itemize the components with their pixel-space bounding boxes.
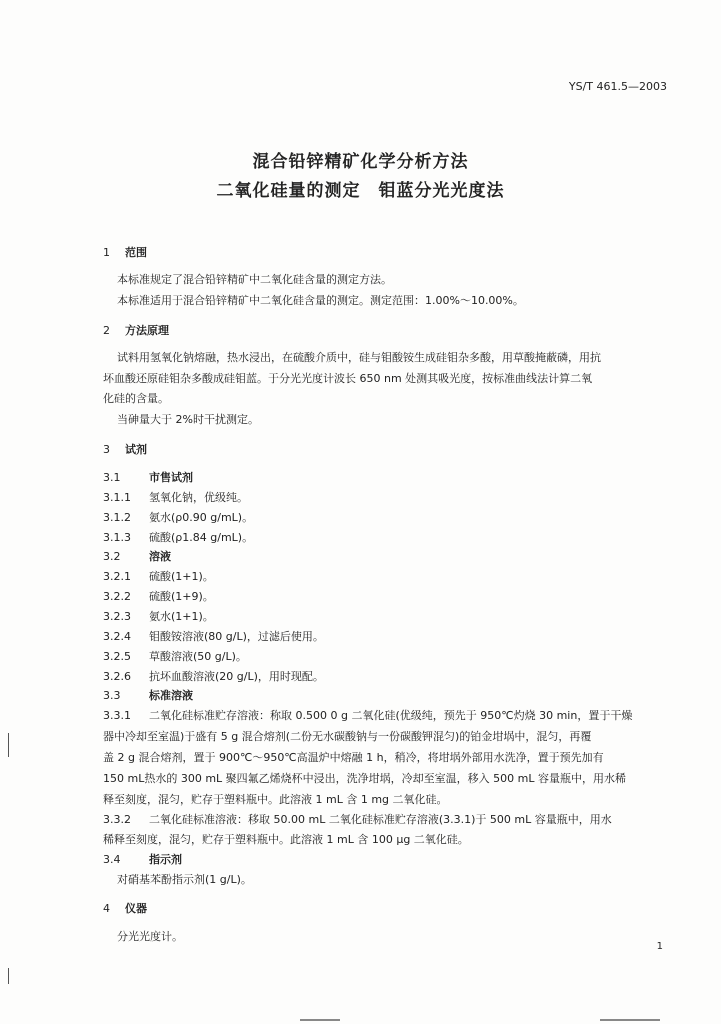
- scan-mark: [8, 733, 9, 757]
- item-3-2-5: 3.2.5 草酸溶液(50 g/L)。: [103, 650, 247, 663]
- section-title: 仪器: [125, 902, 147, 915]
- paragraph: 本标准适用于混合铅锌精矿中二氧化硅含量的测定。测定范围：1.00%～10.00%。: [117, 294, 524, 307]
- item-3-2-3: 3.2.3 氨水(1+1)。: [103, 610, 214, 623]
- paragraph: 本标准规定了混合铅锌精矿中二氧化硅含量的测定方法。: [117, 273, 392, 286]
- page-number: 1: [656, 941, 663, 952]
- section-1-heading: [103, 246, 147, 260]
- item-3-3-1-continued: 器中冷却至室温)于盛有 5 g 混合熔剂(二份无水碳酸钠与一份碳酸钾混匀)的铂金坩埚中，混匀，再覆: [103, 730, 592, 743]
- subsection-3-4: 3.4 指示剂: [103, 853, 182, 866]
- subsection-3-1: 3.1 市售试剂: [103, 471, 193, 484]
- section-number: 4: [103, 902, 110, 915]
- scan-mark: [8, 968, 9, 984]
- paragraph: 试料用氢氧化钠熔融，热水浸出，在硫酸介质中，硅与钼酸铵生成硅钼杂多酸，用草酸掩蔽磷，用抗: [117, 351, 601, 364]
- title-line-2: 二氧化硅量的测定 钼蓝分光光度法: [216, 181, 505, 201]
- item-3-2-6: 3.2.6 抗坏血酸溶液(20 g/L)，用时现配。: [103, 670, 324, 683]
- item-3-3-2: 3.3.2 二氧化硅标准溶液：移取 50.00 mL 二氧化硅标准贮存溶液(3.3.1)于 500 mL 容量瓶中，用水: [103, 813, 612, 826]
- paragraph: 对硝基苯酚指示剂(1 g/L)。: [117, 873, 252, 886]
- item-3-2-1: 3.2.1 硫酸(1+1)。: [103, 570, 214, 583]
- section-4-heading: [103, 902, 147, 916]
- item-3-1-3: 3.1.3 硫酸(ρ1.84 g/mL)。: [103, 531, 254, 544]
- item-3-3-1: 3.3.1 二氧化硅标准贮存溶液：称取 0.500 0 g 二氧化硅(优级纯，预先于 950℃灼烧 30 min，置于干燥: [103, 709, 633, 722]
- item-3-1-2: 3.1.2 氨水(ρ0.90 g/mL)。: [103, 511, 254, 524]
- section-title: 方法原理: [125, 324, 169, 337]
- item-3-3-2-continued: 稀释至刻度，混匀，贮存于塑料瓶中。此溶液 1 mL 含 100 μg 二氧化硅。: [103, 833, 469, 846]
- section-title: 试剂: [125, 443, 147, 456]
- subsection-3-3: 3.3 标准溶液: [103, 689, 193, 702]
- standard-code: YS/T 461.5—2003: [568, 80, 667, 93]
- section-number: 2: [103, 324, 110, 337]
- title-line-1: 混合铅锌精矿化学分析方法: [252, 152, 469, 172]
- item-3-3-1-continued: 盖 2 g 混合熔剂，置于 900℃～950℃高温炉中熔融 1 h，稍冷，将坩埚外部用水洗净，置于预先加有: [103, 751, 604, 764]
- paragraph-continued: 化硅的含量。: [103, 392, 169, 405]
- item-3-3-1-continued: 150 mL热水的 300 mL 聚四氟乙烯烧杯中浸出，洗净坩埚，冷却至室温，移入 500 mL 容量瓶中，用水稀: [103, 772, 626, 785]
- item-3-2-4: 3.2.4 钼酸铵溶液(80 g/L)，过滤后使用。: [103, 630, 324, 643]
- scan-mark: [600, 1019, 660, 1021]
- paragraph-continued: 坏血酸还原硅钼杂多酸成硅钼蓝。于分光光度计波长 650 nm 处测其吸光度，按标准曲线法计算二氧: [103, 372, 593, 385]
- section-number: 3: [103, 443, 110, 456]
- section-2-heading: [103, 324, 169, 338]
- item-3-3-1-continued: 释至刻度，混匀，贮存于塑料瓶中。此溶液 1 mL 含 1 mg 二氧化硅。: [103, 793, 448, 806]
- section-3-heading: [103, 443, 147, 457]
- subsection-3-2: 3.2 溶液: [103, 550, 171, 563]
- section-title: 范围: [125, 246, 147, 259]
- item-3-2-2: 3.2.2 硫酸(1+9)。: [103, 590, 214, 603]
- item-3-1-1: 3.1.1 氢氧化钠，优级纯。: [103, 491, 248, 504]
- paragraph: 分光光度计。: [117, 930, 183, 943]
- paragraph: 当砷量大于 2%时干扰测定。: [117, 413, 259, 426]
- section-number: 1: [103, 246, 110, 259]
- scan-mark: [300, 1019, 340, 1021]
